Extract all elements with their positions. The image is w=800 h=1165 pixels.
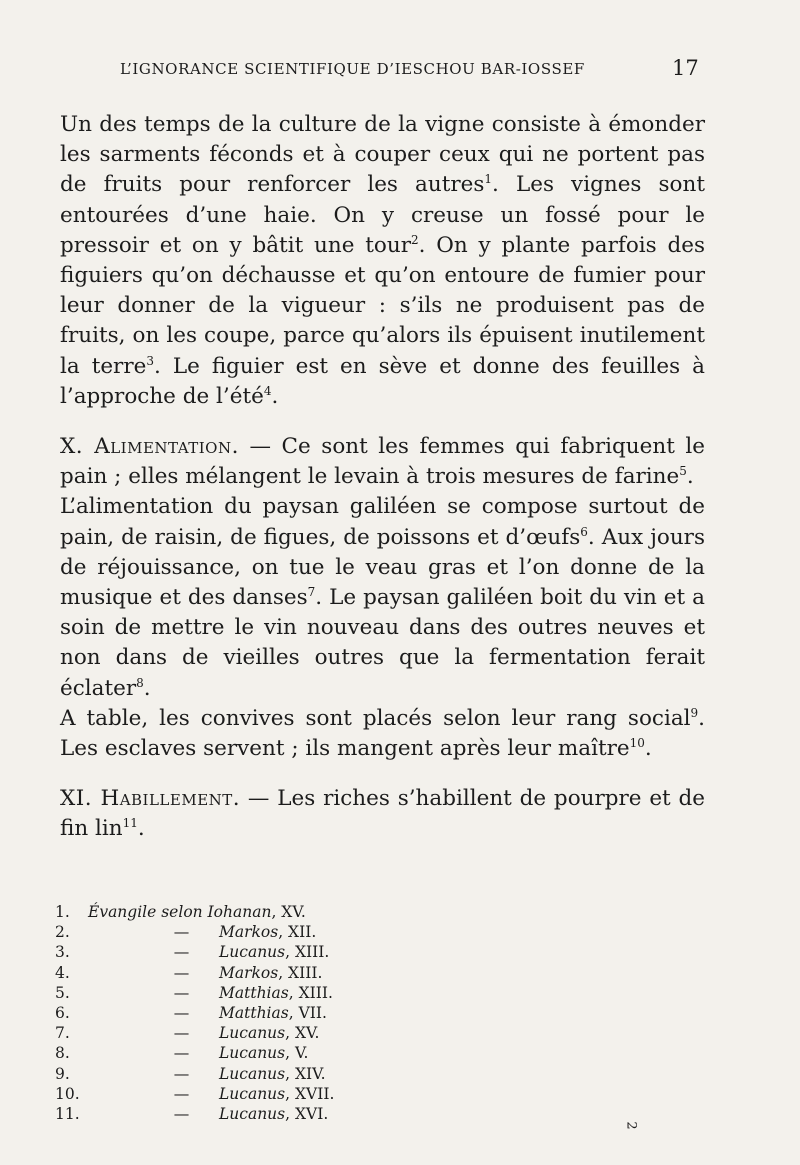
footnote-ref: 3 xyxy=(146,353,154,368)
footnote-ref: 10 xyxy=(629,735,645,750)
footnote-ref: 6 xyxy=(580,524,588,539)
footnote-ref: 11 xyxy=(122,816,138,831)
paragraph-table-customs: A table, les convives sont placés selon leur rang social$^9$. Les esclaves servent ; ils mangent après leur maître$^{10}$. xyxy=(60,705,705,762)
running-title: L’IGNORANCE SCIENTIFIQUE D’IESCHOU BAR-IOSSEF xyxy=(120,60,585,78)
footnote-ref: 7 xyxy=(307,584,316,599)
paragraph-peasant-diet: L’alimentation du paysan galiléen se compose surtout de pain, de raisin, de figues, de poissons et d’œufs$^6$. Aux jours de réjouissance, on tue le veau gras et l’on donne de la musique et des danses$^7$. Le paysan galiléen boit du vin et a soin de mettre le vin nouveau dans des outres neuves et non dans de vieilles outres que la fermentation ferait éclater$^8$. xyxy=(60,494,705,701)
signature-mark: 2 xyxy=(623,1121,639,1130)
footnote: 8. — Lucanus , V. xyxy=(55,1044,309,1063)
footnote: 5. — Matthias , XIII. xyxy=(55,983,333,1002)
footnote-ref: 4 xyxy=(263,383,272,398)
footnote: 3. — Lucanus , XIII. xyxy=(55,943,330,962)
paragraph-habillement: XI. Habillement. — Les riches s’habillent de pourpre et de fin lin$^{11}$. xyxy=(60,786,705,842)
footnote-ref: 5 xyxy=(679,464,687,479)
footnote: 1. Évangile selon Iohanan , XV. xyxy=(55,903,306,921)
footnote: 2. — Markos , XII. xyxy=(55,923,317,942)
footnote-ref: 9 xyxy=(690,705,699,720)
footnote-ref: 8 xyxy=(136,675,144,690)
footnotes xyxy=(55,902,415,1124)
paragraph-alimentation: X. Alimentation. — Ce sont les femmes qui fabriquent le pain ; elles mélangent le levain à trois mesures de farine$^5$. xyxy=(60,434,705,490)
footnote: 9. — Lucanus , XIV. xyxy=(55,1064,326,1083)
footnote: 6. — Matthias , VII. xyxy=(55,1004,327,1023)
footnote: 7. — Lucanus , XV. xyxy=(55,1024,320,1043)
footnote: 10. — Lucanus , XVII. xyxy=(55,1084,335,1103)
section-heading: X. Alimentation. xyxy=(60,434,239,460)
footnote: 11. — Lucanus , XVI. xyxy=(55,1105,329,1124)
main-text xyxy=(60,110,705,845)
paragraph-vine-culture: Un des temps de la culture de la vigne consiste à émonder les sarments féconds et à couper ceux qui ne portent pas de fruits pour renforcer les autres$^1$. Les vignes sont entourées d’une haie. On y creuse un fossé pour le pressoir et on y bâtit une tour$^2$. On y plante parfois des figuiers qu’on déchausse et qu’on entoure de fumier pour leur donner de la vigueur : s’ils ne produisent pas de fruits, on les coupe, parce qu’alors ils épuisent inutilement la terre$^3$. Le figuier est en sève et donne des feuilles à l’approche de l’été$^4$. xyxy=(60,112,706,409)
footnote-ref: 1 xyxy=(484,172,493,187)
page-number: 17 xyxy=(672,56,699,80)
footnote: 4. — Markos , XIII. xyxy=(55,963,323,982)
footnote-ref: 2 xyxy=(410,232,419,247)
section-heading: XI. Habillement. xyxy=(60,786,241,812)
